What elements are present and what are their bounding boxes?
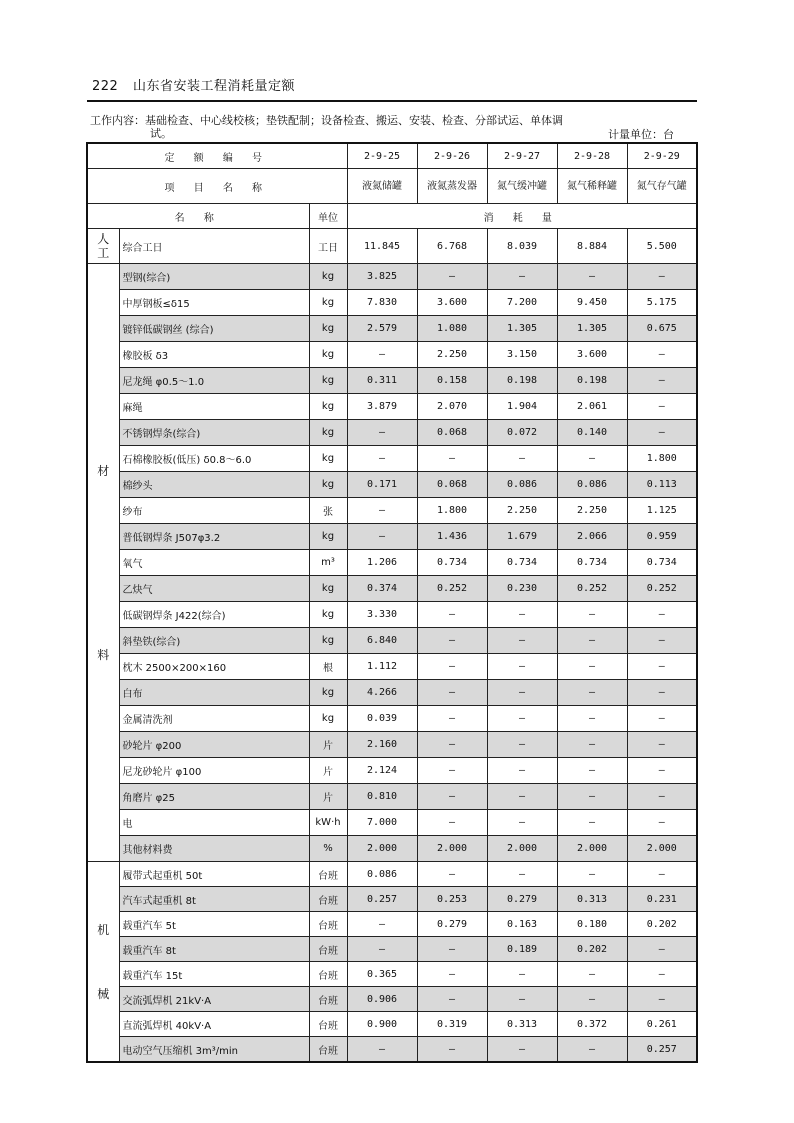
row-value: 1.206 xyxy=(347,550,417,576)
row-value: 0.158 xyxy=(417,368,487,394)
row-value: 0.257 xyxy=(627,1037,697,1063)
row-value: — xyxy=(557,784,627,810)
row-value: 2.061 xyxy=(557,394,627,420)
quota-code: 2-9-28 xyxy=(557,143,627,169)
col-unit-head: 单位 xyxy=(309,204,347,229)
row-value: — xyxy=(487,962,557,987)
row-value: — xyxy=(627,706,697,732)
row-value: 0.113 xyxy=(627,472,697,498)
row-name: 汽车式起重机 8t xyxy=(119,887,309,912)
row-value: 2.250 xyxy=(557,498,627,524)
row-value: — xyxy=(487,680,557,706)
row-value: — xyxy=(557,962,627,987)
row-value: — xyxy=(487,654,557,680)
row-value: 1.305 xyxy=(557,316,627,342)
item-name: 氮气缓冲罐 xyxy=(487,169,557,204)
col-name-head: 名 称 xyxy=(87,204,309,229)
row-value: 0.372 xyxy=(557,1012,627,1037)
row-value: — xyxy=(627,862,697,887)
row-value: 0.171 xyxy=(347,472,417,498)
row-value: 0.086 xyxy=(347,862,417,887)
table-row xyxy=(87,836,697,862)
row-value: — xyxy=(417,446,487,472)
row-value: — xyxy=(417,654,487,680)
row-value: — xyxy=(557,264,627,290)
row-unit: 张 xyxy=(309,498,347,524)
row-value: 0.068 xyxy=(417,472,487,498)
row-value: 7.830 xyxy=(347,290,417,316)
row-value: 7.000 xyxy=(347,810,417,836)
row-value: 0.202 xyxy=(627,912,697,937)
row-value: — xyxy=(627,758,697,784)
row-value: 1.125 xyxy=(627,498,697,524)
row-value: 0.198 xyxy=(557,368,627,394)
row-name: 石棉橡胶板(低压) δ0.8～6.0 xyxy=(119,446,309,472)
row-value: — xyxy=(347,912,417,937)
page-header xyxy=(92,75,295,94)
row-unit: kW·h xyxy=(309,810,347,836)
row-value: 0.959 xyxy=(627,524,697,550)
row-value: 0.313 xyxy=(487,1012,557,1037)
row-name: 中厚钢板≤δ15 xyxy=(119,290,309,316)
quota-code: 2-9-29 xyxy=(627,143,697,169)
table-row xyxy=(87,654,697,680)
row-value: 3.825 xyxy=(347,264,417,290)
row-value: — xyxy=(557,1037,627,1063)
row-value: — xyxy=(417,810,487,836)
row-name: 其他材料费 xyxy=(119,836,309,862)
row-value: — xyxy=(487,1037,557,1063)
row-value: — xyxy=(627,784,697,810)
table-row xyxy=(87,446,697,472)
table-row xyxy=(87,680,697,706)
table-row xyxy=(87,862,697,887)
row-value: 2.070 xyxy=(417,394,487,420)
row-name: 橡胶板 δ3 xyxy=(119,342,309,368)
row-unit: % xyxy=(309,836,347,862)
row-value: — xyxy=(347,420,417,446)
row-value: — xyxy=(487,706,557,732)
row-value: 3.150 xyxy=(487,342,557,368)
row-value: 0.086 xyxy=(487,472,557,498)
row-value: 1.305 xyxy=(487,316,557,342)
table-row xyxy=(87,912,697,937)
row-value: — xyxy=(347,1037,417,1063)
row-value: 2.000 xyxy=(487,836,557,862)
row-value: — xyxy=(487,446,557,472)
row-value: 0.253 xyxy=(417,887,487,912)
row-value: 0.180 xyxy=(557,912,627,937)
row-value: — xyxy=(417,784,487,810)
row-value: 0.374 xyxy=(347,576,417,602)
table-row xyxy=(87,810,697,836)
table-row xyxy=(87,602,697,628)
column-head-row xyxy=(87,204,697,229)
table-row xyxy=(87,732,697,758)
row-value: 7.200 xyxy=(487,290,557,316)
row-value: 2.160 xyxy=(347,732,417,758)
row-value: — xyxy=(627,368,697,394)
row-value: 0.319 xyxy=(417,1012,487,1037)
table-row xyxy=(87,550,697,576)
row-value: 3.879 xyxy=(347,394,417,420)
row-name: 不锈钢焊条(综合) xyxy=(119,420,309,446)
row-name: 白布 xyxy=(119,680,309,706)
row-value: — xyxy=(417,987,487,1012)
row-unit: 工日 xyxy=(309,229,347,264)
row-name: 电动空气压缩机 3m³/min xyxy=(119,1037,309,1063)
row-value: 1.800 xyxy=(627,446,697,472)
row-value: — xyxy=(557,706,627,732)
row-name: 斜垫铁(综合) xyxy=(119,628,309,654)
table-row xyxy=(87,784,697,810)
row-value: 0.252 xyxy=(627,576,697,602)
row-value: — xyxy=(627,654,697,680)
row-name: 金属清洗剂 xyxy=(119,706,309,732)
row-value: 5.175 xyxy=(627,290,697,316)
row-value: — xyxy=(627,602,697,628)
row-value: — xyxy=(627,937,697,962)
row-value: — xyxy=(557,732,627,758)
row-unit: 台班 xyxy=(309,1012,347,1037)
table-row xyxy=(87,394,697,420)
row-value: 0.252 xyxy=(557,576,627,602)
row-value: — xyxy=(487,732,557,758)
row-unit: kg xyxy=(309,680,347,706)
row-value: 2.250 xyxy=(417,342,487,368)
row-value: — xyxy=(487,987,557,1012)
category-machine: 机械 xyxy=(87,862,119,1063)
row-value: 3.330 xyxy=(347,602,417,628)
row-unit: 片 xyxy=(309,784,347,810)
row-value: — xyxy=(487,264,557,290)
row-value: 1.679 xyxy=(487,524,557,550)
row-name: 氧气 xyxy=(119,550,309,576)
row-name: 砂轮片 φ200 xyxy=(119,732,309,758)
table-row xyxy=(87,368,697,394)
work-content-cont: 试。 xyxy=(150,127,172,140)
row-value: 2.250 xyxy=(487,498,557,524)
row-value: — xyxy=(557,680,627,706)
category-labor: 人工 xyxy=(87,229,119,264)
row-value: — xyxy=(417,264,487,290)
row-value: — xyxy=(557,758,627,784)
row-value: 0.189 xyxy=(487,937,557,962)
row-value: — xyxy=(417,862,487,887)
row-value: 0.086 xyxy=(557,472,627,498)
row-unit: kg xyxy=(309,342,347,368)
quota-code: 2-9-26 xyxy=(417,143,487,169)
work-content xyxy=(90,114,630,140)
row-value: 0.279 xyxy=(417,912,487,937)
table-row xyxy=(87,316,697,342)
row-value: 1.904 xyxy=(487,394,557,420)
table-row xyxy=(87,962,697,987)
row-value: 0.734 xyxy=(487,550,557,576)
row-value: — xyxy=(627,342,697,368)
row-unit: kg xyxy=(309,264,347,290)
row-unit: kg xyxy=(309,290,347,316)
item-name: 液氮储罐 xyxy=(347,169,417,204)
row-value: — xyxy=(557,628,627,654)
row-name: 直流弧焊机 40kV·A xyxy=(119,1012,309,1037)
row-name: 角磨片 φ25 xyxy=(119,784,309,810)
row-value: 0.198 xyxy=(487,368,557,394)
table-row xyxy=(87,524,697,550)
row-unit: kg xyxy=(309,628,347,654)
quota-code: 2-9-27 xyxy=(487,143,557,169)
row-unit: 台班 xyxy=(309,937,347,962)
book-title: 山东省安装工程消耗量定额 xyxy=(132,79,295,94)
row-value: — xyxy=(487,628,557,654)
item-name: 液氮蒸发器 xyxy=(417,169,487,204)
row-value: 11.845 xyxy=(347,229,417,264)
row-value: — xyxy=(557,602,627,628)
row-name: 交流弧焊机 21kV·A xyxy=(119,987,309,1012)
item-name-label: 项 目 名 称 xyxy=(87,169,347,204)
row-unit: kg xyxy=(309,316,347,342)
row-value: 1.080 xyxy=(417,316,487,342)
row-value: 0.734 xyxy=(627,550,697,576)
item-name-row xyxy=(87,169,697,204)
row-value: — xyxy=(627,420,697,446)
page-number: 222 xyxy=(92,79,119,94)
row-unit: 根 xyxy=(309,654,347,680)
row-value: 2.000 xyxy=(557,836,627,862)
row-name: 普低钢焊条 J507φ3.2 xyxy=(119,524,309,550)
row-value: 0.231 xyxy=(627,887,697,912)
row-value: 2.579 xyxy=(347,316,417,342)
row-unit: kg xyxy=(309,576,347,602)
row-name: 低碳钢焊条 J422(综合) xyxy=(119,602,309,628)
row-value: 0.311 xyxy=(347,368,417,394)
item-name: 氮气存气罐 xyxy=(627,169,697,204)
table-row xyxy=(87,290,697,316)
row-value: 0.072 xyxy=(487,420,557,446)
row-name: 尼龙砂轮片 φ100 xyxy=(119,758,309,784)
row-value: — xyxy=(487,758,557,784)
row-value: — xyxy=(487,862,557,887)
col-consumption-head: 消 耗 量 xyxy=(347,204,697,229)
row-value: 0.675 xyxy=(627,316,697,342)
row-value: — xyxy=(487,810,557,836)
row-value: 2.000 xyxy=(347,836,417,862)
row-value: — xyxy=(627,987,697,1012)
row-value: 0.261 xyxy=(627,1012,697,1037)
row-value: 2.000 xyxy=(417,836,487,862)
row-value: 6.840 xyxy=(347,628,417,654)
row-value: 0.734 xyxy=(557,550,627,576)
row-value: — xyxy=(347,524,417,550)
table-row xyxy=(87,1012,697,1037)
table-row xyxy=(87,264,697,290)
row-value: — xyxy=(417,628,487,654)
row-unit: kg xyxy=(309,524,347,550)
row-unit: kg xyxy=(309,706,347,732)
row-value: 2.124 xyxy=(347,758,417,784)
row-value: 0.163 xyxy=(487,912,557,937)
row-name: 载重汽车 15t xyxy=(119,962,309,987)
row-value: 8.039 xyxy=(487,229,557,264)
row-value: 4.266 xyxy=(347,680,417,706)
row-value: 0.068 xyxy=(417,420,487,446)
quota-code-row xyxy=(87,143,697,169)
row-value: 5.500 xyxy=(627,229,697,264)
row-value: — xyxy=(627,628,697,654)
row-value: — xyxy=(417,680,487,706)
row-name: 枕木 2500×200×160 xyxy=(119,654,309,680)
row-value: — xyxy=(417,937,487,962)
row-value: 0.734 xyxy=(417,550,487,576)
row-value: — xyxy=(417,732,487,758)
table-row xyxy=(87,472,697,498)
row-value: — xyxy=(347,446,417,472)
row-unit: 台班 xyxy=(309,862,347,887)
row-unit: kg xyxy=(309,446,347,472)
row-unit: 台班 xyxy=(309,962,347,987)
row-value: — xyxy=(627,394,697,420)
row-value: 0.906 xyxy=(347,987,417,1012)
row-unit: 片 xyxy=(309,758,347,784)
header-rule xyxy=(87,100,697,102)
category-material: 材料 xyxy=(87,264,119,862)
row-unit: 台班 xyxy=(309,912,347,937)
table-row xyxy=(87,987,697,1012)
row-name: 电 xyxy=(119,810,309,836)
row-value: 1.436 xyxy=(417,524,487,550)
row-value: 0.202 xyxy=(557,937,627,962)
quota-code: 2-9-25 xyxy=(347,143,417,169)
table-row xyxy=(87,758,697,784)
row-name: 履带式起重机 50t xyxy=(119,862,309,887)
row-value: — xyxy=(347,498,417,524)
row-value: 0.810 xyxy=(347,784,417,810)
row-name: 镀锌低碳钢丝 (综合) xyxy=(119,316,309,342)
table-row xyxy=(87,628,697,654)
row-value: — xyxy=(627,810,697,836)
row-value: 1.112 xyxy=(347,654,417,680)
row-value: 6.768 xyxy=(417,229,487,264)
row-value: — xyxy=(487,784,557,810)
row-value: 2.000 xyxy=(627,836,697,862)
table-row xyxy=(87,1037,697,1063)
row-value: — xyxy=(417,962,487,987)
row-value: 1.800 xyxy=(417,498,487,524)
row-name: 型钢(综合) xyxy=(119,264,309,290)
row-unit: kg xyxy=(309,602,347,628)
row-value: 9.450 xyxy=(557,290,627,316)
row-name: 综合工日 xyxy=(119,229,309,264)
row-value: — xyxy=(417,758,487,784)
row-unit: kg xyxy=(309,472,347,498)
row-value: — xyxy=(417,1037,487,1063)
row-unit: 片 xyxy=(309,732,347,758)
row-value: 0.900 xyxy=(347,1012,417,1037)
row-value: 8.884 xyxy=(557,229,627,264)
row-value: 0.252 xyxy=(417,576,487,602)
row-value: 0.257 xyxy=(347,887,417,912)
row-value: — xyxy=(557,654,627,680)
row-value: — xyxy=(627,962,697,987)
row-value: — xyxy=(557,810,627,836)
unit-label: 计量单位：台 xyxy=(608,128,674,141)
row-value: — xyxy=(557,446,627,472)
row-value: 0.313 xyxy=(557,887,627,912)
table-row xyxy=(87,887,697,912)
quota-table xyxy=(86,142,698,1063)
row-value: 0.230 xyxy=(487,576,557,602)
row-value: — xyxy=(487,602,557,628)
row-unit: kg xyxy=(309,394,347,420)
row-unit: 台班 xyxy=(309,887,347,912)
table-row xyxy=(87,706,697,732)
item-name: 氮气稀释罐 xyxy=(557,169,627,204)
table-row xyxy=(87,937,697,962)
row-value: — xyxy=(627,680,697,706)
work-content-text: 工作内容：基础检查、中心线校核；垫铁配制；设备检查、搬运、安装、检查、分部试运、单体调 xyxy=(90,114,563,127)
row-value: — xyxy=(627,732,697,758)
row-value: — xyxy=(347,342,417,368)
table-row xyxy=(87,229,697,264)
row-value: 3.600 xyxy=(557,342,627,368)
quota-code-label: 定 额 编 号 xyxy=(87,143,347,169)
row-value: 2.066 xyxy=(557,524,627,550)
row-value: — xyxy=(557,862,627,887)
row-unit: kg xyxy=(309,420,347,446)
row-unit: 台班 xyxy=(309,1037,347,1063)
table-row xyxy=(87,498,697,524)
row-unit: 台班 xyxy=(309,987,347,1012)
table-row xyxy=(87,420,697,446)
row-name: 载重汽车 8t xyxy=(119,937,309,962)
row-value: — xyxy=(627,264,697,290)
row-value: 0.279 xyxy=(487,887,557,912)
row-value: 0.039 xyxy=(347,706,417,732)
row-unit: kg xyxy=(309,368,347,394)
table-row xyxy=(87,576,697,602)
row-value: — xyxy=(417,706,487,732)
row-value: — xyxy=(417,602,487,628)
row-value: 3.600 xyxy=(417,290,487,316)
row-name: 棉纱头 xyxy=(119,472,309,498)
row-value: 0.140 xyxy=(557,420,627,446)
table-row xyxy=(87,342,697,368)
row-unit: m³ xyxy=(309,550,347,576)
row-name: 载重汽车 5t xyxy=(119,912,309,937)
row-name: 乙炔气 xyxy=(119,576,309,602)
row-name: 麻绳 xyxy=(119,394,309,420)
row-name: 尼龙绳 φ0.5～1.0 xyxy=(119,368,309,394)
row-value: 0.365 xyxy=(347,962,417,987)
row-value: — xyxy=(347,937,417,962)
row-name: 纱布 xyxy=(119,498,309,524)
row-value: — xyxy=(557,987,627,1012)
